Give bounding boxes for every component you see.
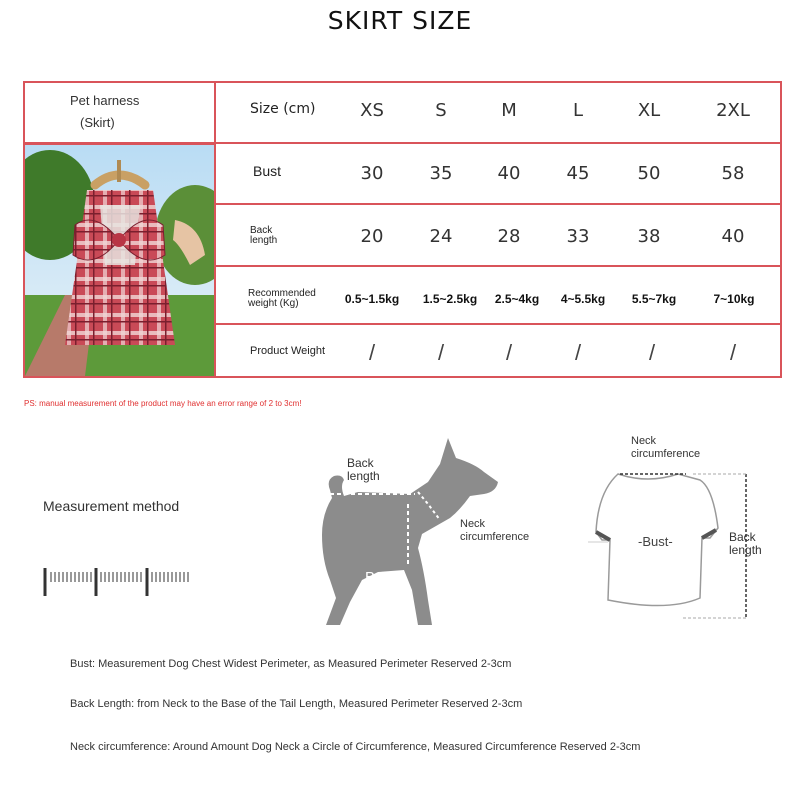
product-weight-value: / [574,340,582,365]
weight-value: 0.5~1.5kg [344,292,400,306]
bust-label: Bust [253,163,282,179]
product-name: Pet harness [70,93,140,108]
size-2xl: 2XL [716,100,750,121]
dog-back-length-label: Back length [347,456,380,483]
back-length-value: 38 [637,226,661,247]
weight-value: 4~5.5kg [560,292,606,306]
size-xs: XS [360,100,384,121]
back-length-value: 28 [497,226,521,247]
dog-bust-label: Bust [365,569,396,586]
shirt-back-length-label: Back length [729,530,762,557]
bust-value: 30 [360,163,384,184]
bust-value: 58 [721,163,745,184]
back-length-value: 33 [566,226,590,247]
neck-description: Neck circumference: Around Amount Dog Neck a Circle of Circumference, Measured Circumference Reserved 2-3cm [70,741,641,753]
bust-value: 50 [637,163,661,184]
error-note: PS: manual measurement of the product may have an error range of 2 to 3cm! [24,399,302,408]
back-length-label-2: length [250,235,278,246]
size-xl: XL [637,100,661,121]
weight-label: Recommended [248,288,316,299]
product-header-cell [23,81,216,144]
bust-value: 40 [497,163,521,184]
weight-value: 7~10kg [713,292,755,306]
product-photo-frame [23,143,216,378]
size-m: M [501,100,517,121]
measurement-method-title: Measurement method [43,498,180,514]
bust-value: 45 [566,163,590,184]
product-weight-label: Product Weight [250,345,326,357]
product-weight-value: / [437,340,445,365]
weight-value: 5.5~7kg [631,292,677,306]
tape-measure-icon [43,566,193,600]
size-header-label: Size (cm) [250,101,316,117]
size-s: S [435,100,447,121]
product-weight-value: / [729,340,737,365]
product-type: (Skirt) [80,115,115,130]
weight-value: 2.5~4kg [494,292,540,306]
bust-description: Bust: Measurement Dog Chest Widest Perimeter, as Measured Perimeter Reserved 2-3cm [70,658,512,670]
product-weight-value: / [648,340,656,365]
product-weight-value: / [505,340,513,365]
size-l: L [572,100,584,121]
back-length-label: Back [250,225,273,236]
back-length-value: 40 [721,226,745,247]
back-length-description: Back Length: from Neck to the Base of the Tail Length, Measured Perimeter Reserved 2-3cm [70,698,523,710]
back-length-value: 24 [429,226,453,247]
bust-value: 35 [429,163,453,184]
back-length-value: 20 [360,226,384,247]
page-title: SKIRT SIZE [327,6,473,35]
product-weight-value: / [368,340,376,365]
shirt-neck-label: Neck circumference [631,435,701,460]
weight-label-2: weight (Kg) [248,298,299,309]
product-photo [25,145,214,376]
shirt-bust-label: -Bust- [638,534,673,549]
weight-value: 1.5~2.5kg [422,292,478,306]
dog-neck-label: Neck circumference [460,518,530,543]
